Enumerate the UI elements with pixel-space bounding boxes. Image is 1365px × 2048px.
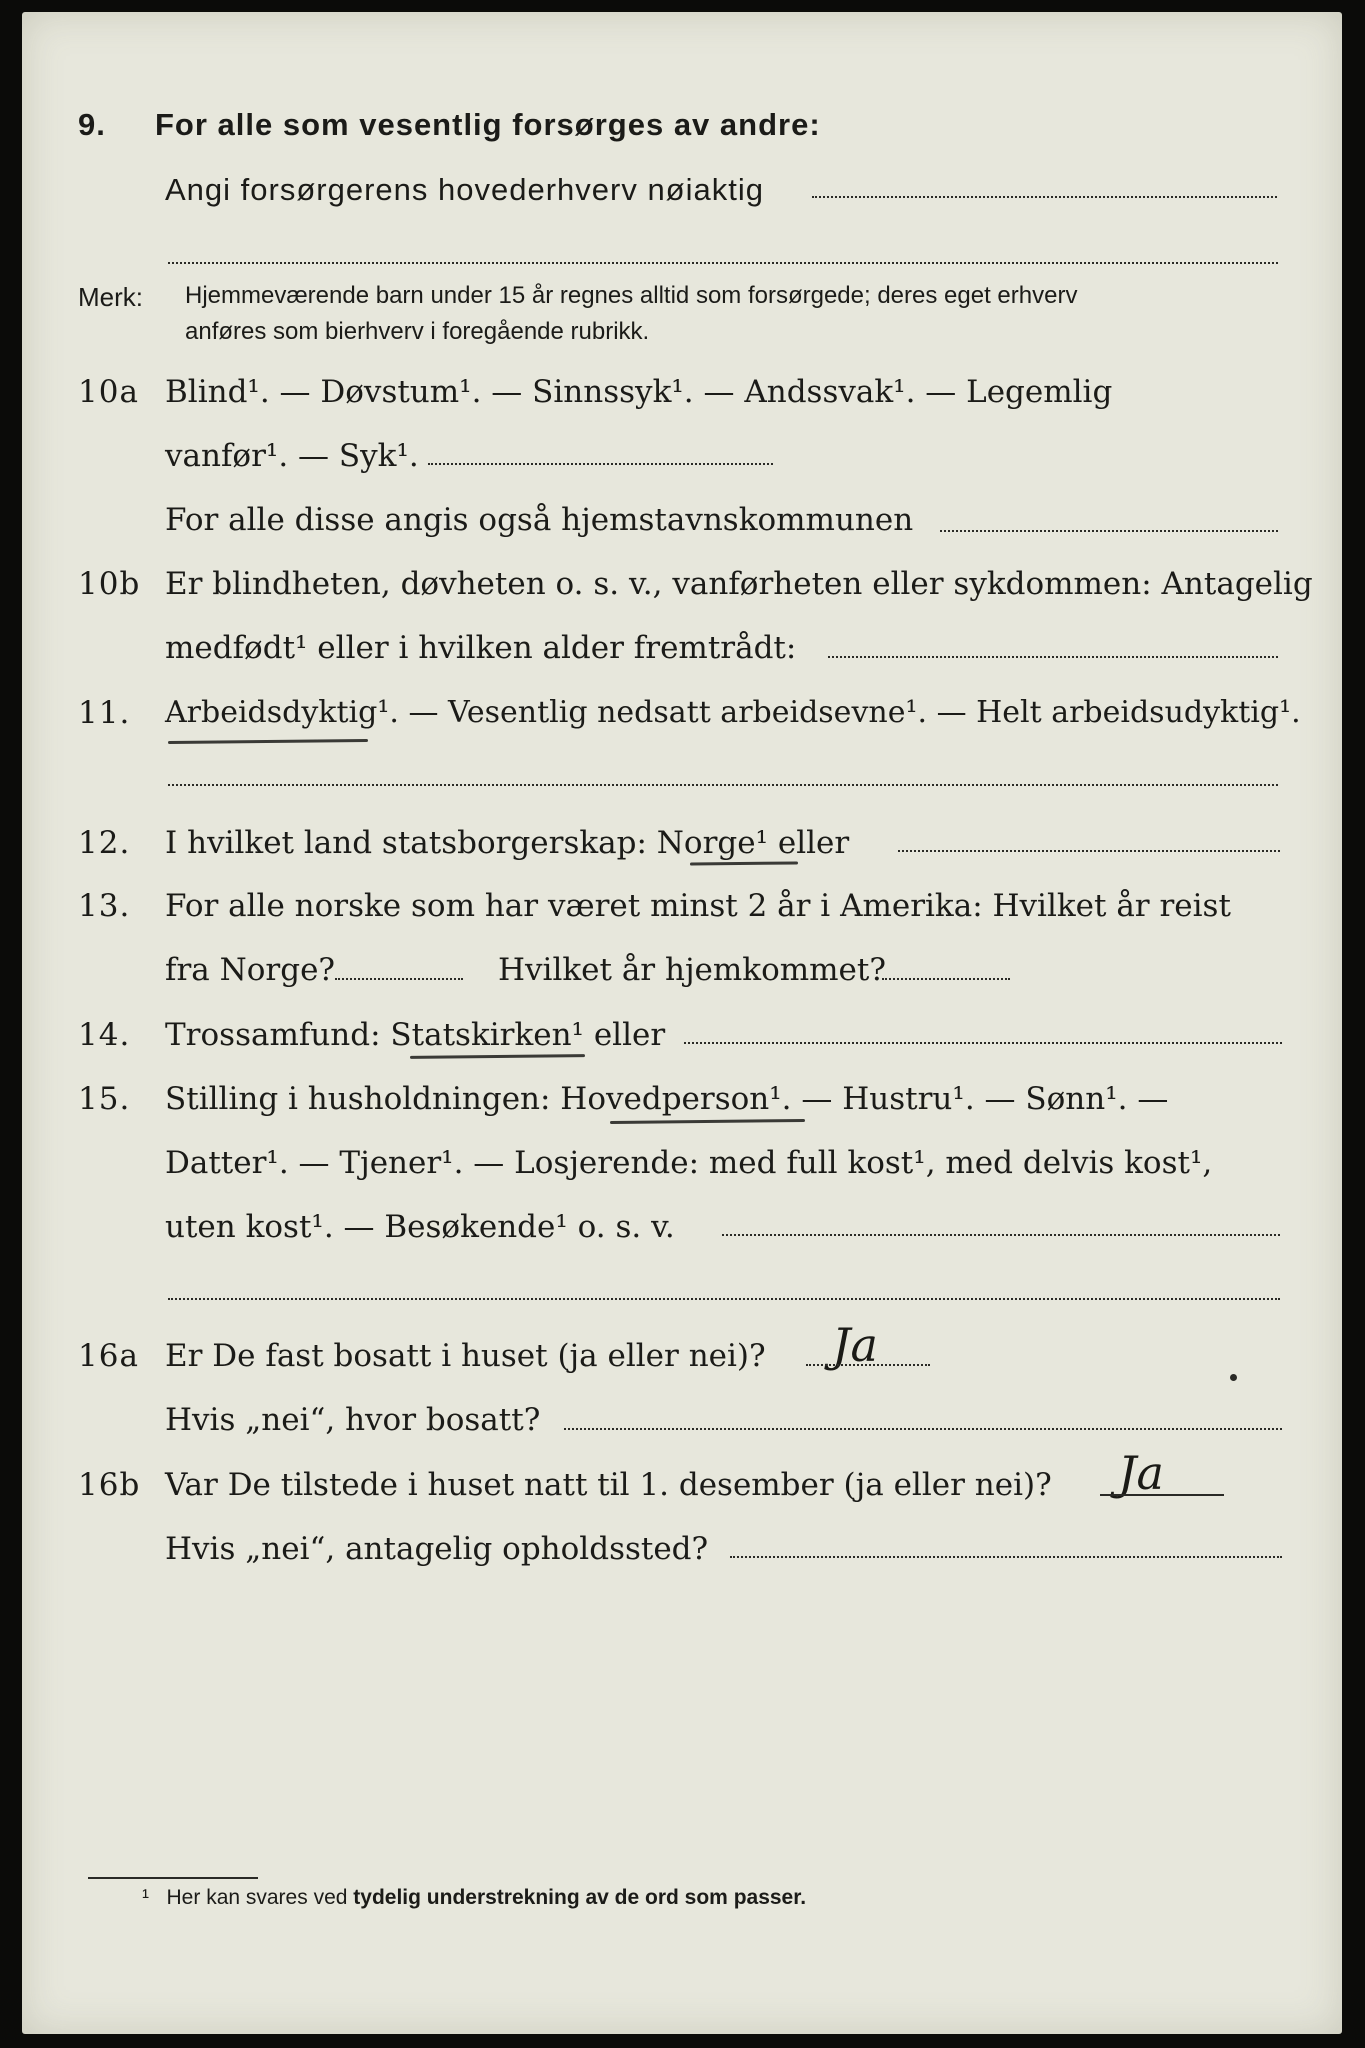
q13-text-1: For alle norske som har været minst 2 år i Amerika: Hvilket år reist — [165, 888, 1231, 924]
q10b-text-1: Er blindheten, døvheten o. s. v., vanførheten eller sykdommen: Antagelig — [165, 566, 1313, 602]
q16a-answer-field[interactable] — [806, 1364, 930, 1366]
q10b-text-2: medfødt¹ eller i hvilken alder fremtrådt: — [165, 630, 797, 666]
q9-instruction: Angi forsørgerens hovederhverv nøiaktig — [165, 172, 764, 207]
q10a-row-2 — [0, 436, 1365, 482]
q10a-kommune-field[interactable] — [940, 530, 1278, 532]
q10b-answer-field[interactable] — [828, 656, 1278, 658]
q13-text-2b: Hvilket år hjemkommet? — [498, 952, 886, 988]
q16a-handwritten-answer: Ja — [832, 1318, 878, 1372]
ink-speck — [1230, 1374, 1237, 1381]
merk-text-2: anføres som bierhverv i foregående rubrikk. — [185, 318, 650, 345]
q10a-text-2: vanfør¹. — Syk¹. — [165, 438, 419, 474]
q11-answer-field[interactable] — [168, 784, 1278, 786]
merk-text-1: Hjemmeværende barn under 15 år regnes alltid som forsørgede; deres eget erhverv — [185, 282, 1078, 309]
q10b-row-2 — [0, 628, 1365, 674]
footnote — [142, 1886, 806, 1910]
q16b-handwritten-answer: Ja — [1118, 1446, 1164, 1500]
q11-number: 11. — [78, 695, 131, 731]
q15-answer-field-2[interactable] — [168, 1298, 1280, 1300]
q16a-number: 16a — [78, 1338, 139, 1374]
footnote-text-bold: tydelig understrekning av de ord som passer. — [353, 1886, 807, 1909]
q15-number: 15. — [78, 1081, 131, 1117]
q14-answer-field[interactable] — [684, 1042, 1282, 1044]
q14-row — [0, 1015, 1365, 1061]
q13-text-2a: fra Norge? — [165, 952, 336, 988]
q16a-row-2 — [0, 1400, 1365, 1446]
q12-number: 12. — [78, 825, 131, 861]
q13-row-2 — [0, 950, 1365, 996]
q12-row — [0, 823, 1365, 869]
q16b-opholdssted-field[interactable] — [730, 1556, 1282, 1558]
q10a-text-3: For alle disse angis også hjemstavnskommunen — [165, 502, 914, 538]
q16b-text-1: Var De tilstede i huset natt til 1. desember (ja eller nei)? — [165, 1467, 1052, 1503]
q12-text: I hvilket land statsborgerskap: Norge¹ eller — [165, 825, 850, 861]
q15-text-2: Datter¹. — Tjener¹. — Losjerende: med full kost¹, med delvis kost¹, — [165, 1145, 1213, 1181]
q11-row — [0, 693, 1365, 739]
merk-label: Merk: — [78, 282, 143, 312]
q10a-row — [0, 372, 1365, 418]
q16a-bosatt-field[interactable] — [564, 1428, 1282, 1430]
q16a-text-2: Hvis „nei“, hvor bosatt? — [165, 1402, 541, 1438]
q10b-number: 10b — [78, 566, 141, 602]
q15-text-1: Stilling i husholdningen: Hovedperson¹. — Hustru¹. — Sønn¹. — — [165, 1081, 1169, 1117]
q10a-number: 10a — [78, 374, 139, 410]
q16b-text-2: Hvis „nei“, antagelig opholdssted? — [165, 1531, 709, 1567]
footnote-text: Her kan svares ved — [166, 1886, 348, 1909]
q14-text: Trossamfund: Statskirken¹ eller — [165, 1017, 666, 1053]
q14-number: 14. — [78, 1017, 131, 1053]
q9-row-2 — [0, 170, 1365, 216]
q9-row — [0, 105, 1365, 151]
q9-answer-field-2[interactable] — [168, 262, 1278, 264]
q10a-text-1: Blind¹. — Døvstum¹. — Sinnssyk¹. — Andssvak¹. — Legemlig — [165, 374, 1113, 410]
q16a-text-1: Er De fast bosatt i huset (ja eller nei)? — [165, 1338, 766, 1374]
q13-hjemkommet-field[interactable] — [882, 978, 1010, 980]
q15-row-2 — [0, 1143, 1365, 1189]
q15-text-3: uten kost¹. — Besøkende¹ o. s. v. — [165, 1209, 675, 1245]
q13-reist-field[interactable] — [335, 978, 463, 980]
q12-answer-field[interactable] — [898, 850, 1280, 852]
q13-row — [0, 886, 1365, 932]
q10a-syk-field[interactable] — [428, 463, 773, 465]
q11-handwritten-underline — [168, 739, 368, 744]
q9-heading: For alle som vesentlig forsørges av andre: — [155, 107, 821, 142]
q10a-row-3 — [0, 500, 1365, 546]
q13-number: 13. — [78, 888, 131, 924]
q15-row-3 — [0, 1207, 1365, 1253]
q15-row — [0, 1079, 1365, 1125]
q9-number: 9. — [78, 107, 106, 142]
footnote-mark: ¹ — [142, 1886, 149, 1909]
q11-text: Arbeidsdyktig¹. — Vesentlig nedsatt arbeidsevne¹. — Helt arbeidsudyktig¹. — [165, 695, 1301, 730]
q9-answer-field[interactable] — [812, 196, 1277, 198]
q16b-answer-field[interactable] — [1100, 1494, 1224, 1496]
q16b-row-2 — [0, 1529, 1365, 1575]
q16b-number: 16b — [78, 1467, 141, 1503]
q15-answer-field[interactable] — [722, 1234, 1280, 1236]
footnote-rule — [88, 1877, 258, 1879]
q16a-row — [0, 1336, 1365, 1382]
q10b-row — [0, 564, 1365, 610]
